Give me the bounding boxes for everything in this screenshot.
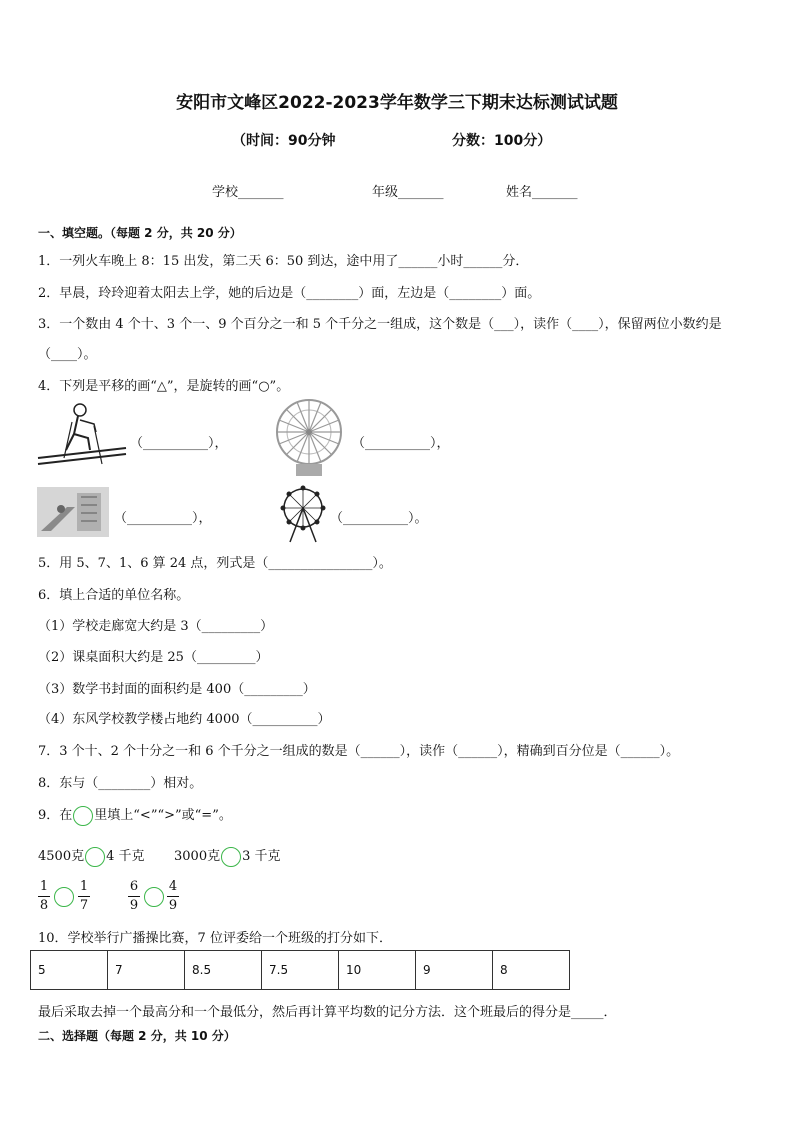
exam-time: （时间：90分钟	[232, 133, 336, 149]
q9-a-right: 4 千克	[106, 849, 145, 864]
score-cell: 7.5	[262, 951, 339, 990]
q4-blank-1[interactable]: （__________），	[130, 436, 228, 451]
exam-score: 分数：100分）	[452, 133, 552, 149]
score-cell: 8	[493, 951, 570, 990]
fraction-1-7	[78, 879, 90, 914]
fraction-denominator: 9	[168, 898, 178, 913]
question-6-4: （4）东风学校教学楼占地约 4000（__________）	[38, 712, 331, 727]
question-7: 7．3 个十、2 个十分之一和 6 个千分之一组成的数是（______），读作（______），精确到百分位是（______）。	[38, 744, 680, 759]
q4-blank-2[interactable]: （__________），	[352, 436, 450, 451]
name-field[interactable]: 姓名_______	[506, 185, 578, 200]
question-5: 5．用 5、7、1、6 算 24 点，列式是（________________）。	[38, 556, 392, 571]
score-cell: 10	[339, 951, 416, 990]
question-6: 6．填上合适的单位名称。	[38, 588, 190, 603]
fraction-6-9	[128, 879, 140, 914]
grade-field[interactable]: 年级_______	[372, 185, 444, 200]
question-1: 1．一列火车晚上 8：15 出发，第二天 6：50 到达，途中用了______小时______分．	[38, 254, 529, 269]
question-2: 2．早晨，玲玲迎着太阳去上学，她的后边是（________）面，左边是（________）面。	[38, 286, 541, 301]
q9-a-left: 4500克	[38, 849, 85, 864]
windmill-wheel-image	[272, 398, 346, 478]
q4-blank-3[interactable]: （__________），	[114, 511, 212, 526]
question-3: 3．一个数由 4 个十、3 个一、9 个百分之一和 5 个千分之一组成，这个数是（___），读作（____），保留两位小数约是	[38, 317, 722, 332]
fraction-numerator: 1	[79, 879, 89, 894]
question-4: 4．下列是平移的画“△”，是旋转的画“○”。	[38, 379, 290, 394]
score-cell: 5	[31, 951, 108, 990]
question-10-cont: 最后采取去掉一个最高分和一个最低分，然后再计算平均数的记分方法．这个班最后的得分是_____．	[38, 1005, 617, 1020]
score-cell: 7	[108, 951, 185, 990]
fraction-denominator: 9	[129, 898, 139, 913]
fraction-numerator: 6	[129, 879, 139, 894]
q9-row-b	[174, 845, 281, 867]
q9-d-circle-icon[interactable]	[144, 887, 164, 907]
question-10: 10．学校举行广播操比赛，7 位评委给一个班级的打分如下．	[38, 931, 392, 946]
question-3-cont: （____）。	[38, 347, 97, 362]
score-cell: 9	[416, 951, 493, 990]
q4-blank-4[interactable]: （__________）。	[330, 511, 428, 526]
q9-row-a	[38, 845, 145, 867]
fraction-numerator: 1	[39, 879, 49, 894]
section2-heading: 二、选择题（每题 2 分，共 10 分）	[38, 1029, 236, 1043]
q9-b-left: 3000克	[174, 849, 221, 864]
question-9	[38, 804, 232, 826]
scores-table	[30, 950, 570, 990]
page-title: 安阳市文峰区2022-2023学年数学三下期末达标测试试题	[176, 93, 618, 113]
table-row	[31, 951, 570, 990]
question-6-2: （2）课桌面积大约是 25（_________）	[38, 650, 269, 665]
fraction-denominator: 8	[39, 898, 49, 913]
section1-heading: 一、填空题。（每题 2 分，共 20 分）	[38, 226, 242, 240]
q9-a-circle-icon[interactable]	[85, 847, 105, 867]
skier-image	[36, 400, 128, 472]
q9-post: 里填上“<”“>”或“=”。	[94, 808, 232, 823]
fraction-1-8	[38, 879, 50, 914]
score-cell: 8.5	[185, 951, 262, 990]
question-6-3: （3）数学书封面的面积约是 400（_________）	[38, 682, 316, 697]
fraction-numerator: 4	[168, 879, 178, 894]
q9-b-right: 3 千克	[242, 849, 281, 864]
compare-circle-icon	[73, 806, 93, 826]
q9-c-circle-icon[interactable]	[54, 887, 74, 907]
ferris-wheel-image	[278, 484, 328, 544]
school-field[interactable]: 学校_______	[212, 185, 284, 200]
q9-pre: 9．在	[38, 808, 73, 823]
question-8: 8．东与（________）相对。	[38, 776, 203, 791]
fraction-denominator: 7	[79, 898, 89, 913]
q9-b-circle-icon[interactable]	[221, 847, 241, 867]
question-6-1: （1）学校走廊宽大约是 3（_________）	[38, 619, 274, 634]
fraction-4-9	[167, 879, 179, 914]
slide-image	[37, 487, 109, 537]
